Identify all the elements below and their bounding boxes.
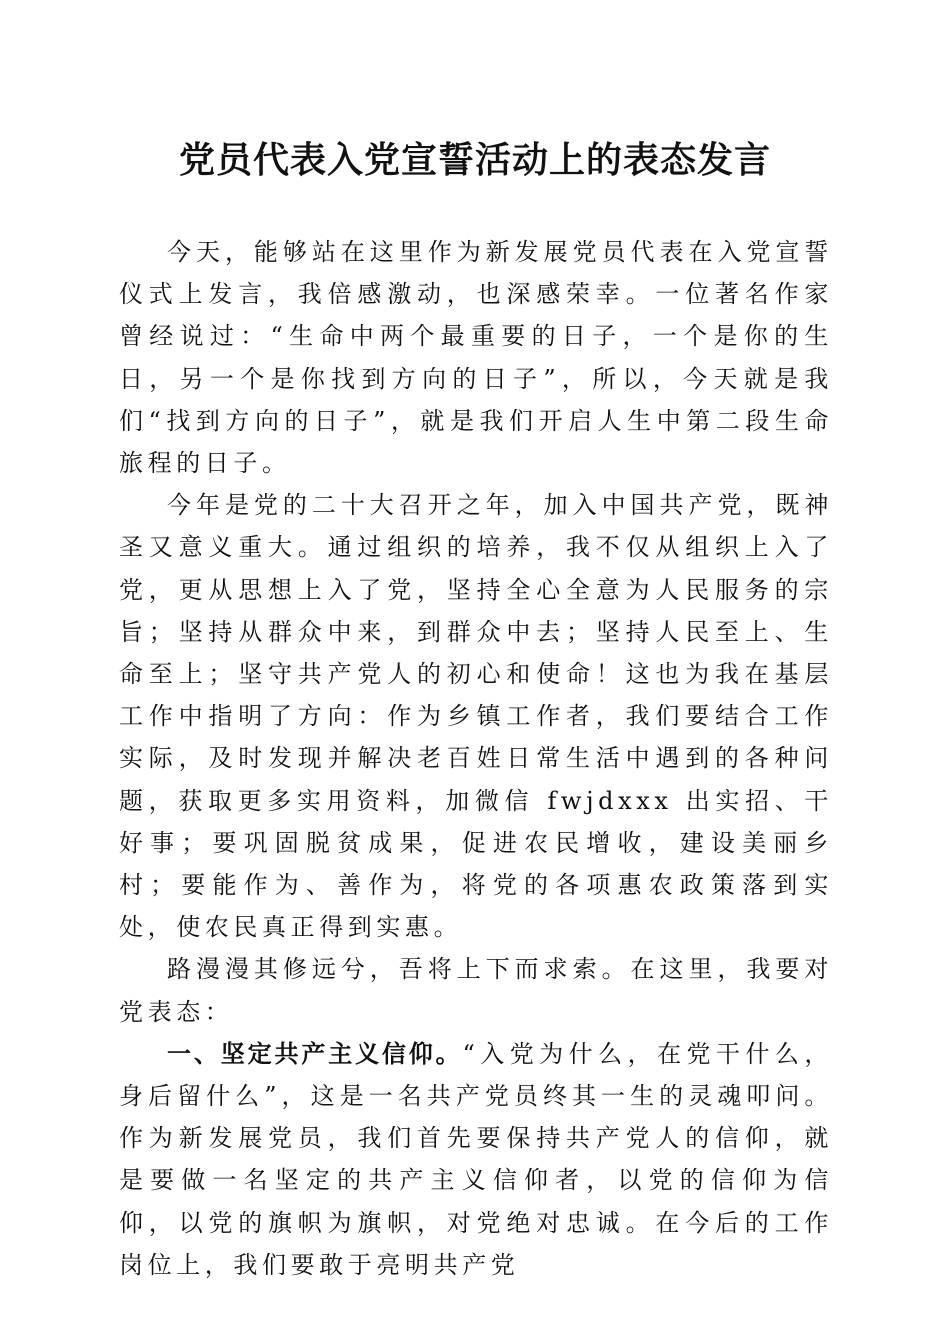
document-title: 党员代表入党宣誓活动上的表态发言 (178, 139, 771, 181)
section-one-text: “入党为什么，在党干什么，身后留什么”，这是一名共产党员终其一生的灵魂叩问。作为新发展党员，我们首先要保持共产党人的信仰，就是要做一名坚定的共产主义信仰者，以党的信仰为信仰，以党的旗帜为旗帜，对党绝对忠诚。在今后的工作岗位上，我们要敢于亮明共产党 (119, 1039, 833, 1279)
document-body (119, 231, 833, 1286)
section-one-heading: 一、坚定共产主义信仰。 (167, 1039, 463, 1068)
paragraph-opening: 今天，能够站在这里作为新发展党员代表在入党宣誓仪式上发言，我倍感激动，也深感荣幸。一位著名作家曾经说过：“生命中两个最重要的日子，一个是你的生日，另一个是你找到方向的日子”，所以，今天就是我们“找到方向的日子”，就是我们开启人生中第二段生命旅程的日子。 (119, 238, 833, 478)
section-one-paragraph (119, 1033, 833, 1286)
paragraph-pledge-intro: 路漫漫其修远兮，吾将上下而求索。在这里，我要对党表态： (119, 955, 833, 1026)
paragraph-party-congress: 今年是党的二十大召开之年，加入中国共产党，既神圣又意义重大。通过组织的培养，我不仅从组织上入了党，更从思想上入了党，坚持全心全意为人民服务的宗旨；坚持从群众中来，到群众中去；坚持人民至上、生命至上；坚守共产党人的初心和使命！这也为我在基层工作中指明了方向：作为乡镇工作者，我们要结合工作实际，及时发现并解决老百姓日常生活中遇到的各种问题，获取更多实用资料，加微信 fwjdxxx 出实招、干好事；要巩固脱贫成果，促进农民增收，建设美丽乡村；要能作为、善作为，将党的各项惠农政策落到实处，使农民真正得到实惠。 (119, 491, 833, 942)
